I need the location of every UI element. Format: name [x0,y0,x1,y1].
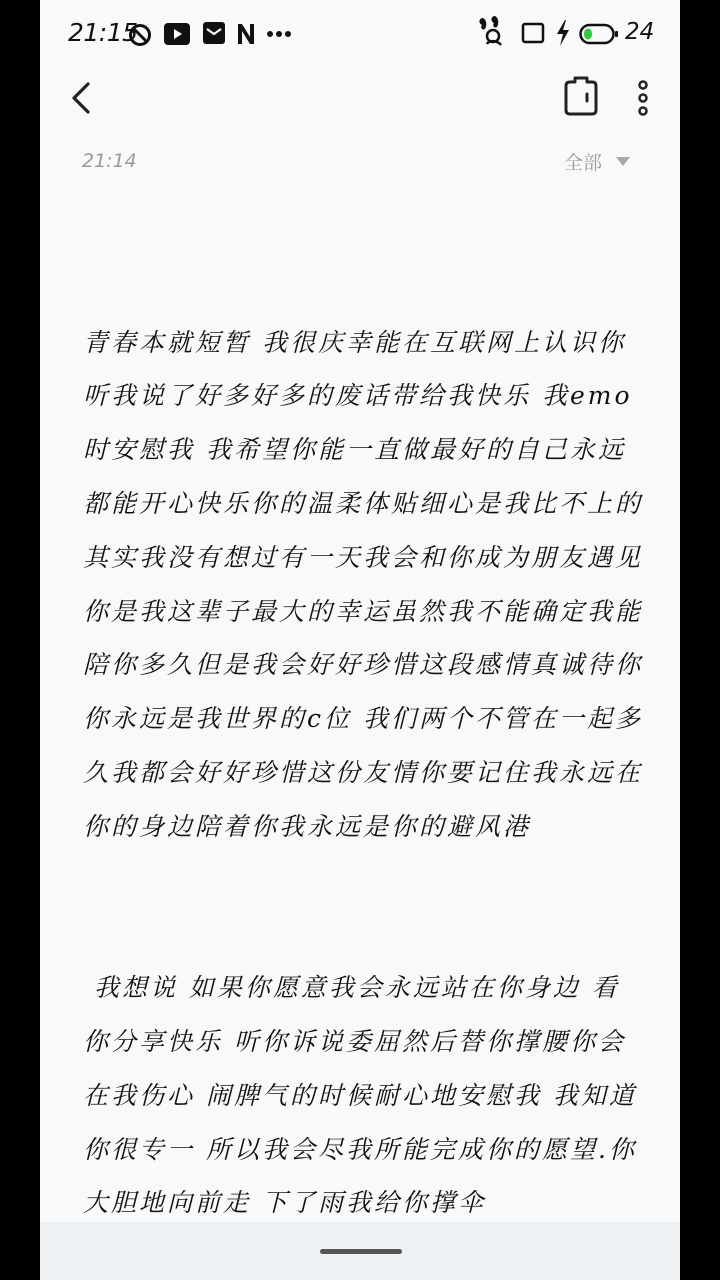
dnd-icon [128,23,152,47]
pet-icon [477,14,509,48]
status-time: 21:15 [68,18,138,47]
n-icon [236,22,256,46]
charging-icon [555,20,571,46]
back-button[interactable] [62,76,106,120]
note-timestamp: 21:14 [82,150,137,172]
vertical-dots-icon [628,76,658,120]
header [40,68,680,130]
note-paragraph: 青春本就短暂 我很庆幸能在互联网上认识你听我说了好多好多的废话带给我快乐 我emo时安慰我 我希望你能一直做最好的自己永远都能开心快乐你的温柔体贴细心是我比不上的其实我没有想过有一天我会和你成为朋友遇见你是我这辈子最大的幸运虽然我不能确定我能陪你多久但是我会好好珍惜这段感情真诚待你 你永远是我世界的c位 我们两个不管在一起多久我都会好好珍惜这份友情你要记住我永远在你的身边陪着你我永远是你的避风港 [83,327,654,841]
screen [40,0,680,1280]
youtube-icon [164,23,190,45]
screen-icon [521,22,545,44]
more-dots-icon [266,30,292,38]
home-indicator[interactable] [320,1249,402,1254]
note-content[interactable] [83,208,654,1280]
battery-level: 24 [625,19,655,45]
more-options-button[interactable] [628,76,658,120]
gesture-bar [40,1222,680,1280]
note-tag-icon [560,76,602,120]
folder-dropdown[interactable] [564,148,630,174]
status-bar [40,0,680,68]
note-tag-button[interactable] [560,76,602,120]
caret-down-icon [616,157,630,166]
battery-icon [579,23,619,45]
chevron-left-icon [62,76,106,120]
mail-icon [202,21,226,45]
note-paragraph: 我想说 如果你愿意我会永远站在你身边 看你分享快乐 听你诉说委屈然后替你撑腰你会在我伤心 闹脾气的时候耐心地安慰我 我知道你很专一 所以我会尽我所能完成你的愿望.你大胆地向前走 下了雨我给你撑伞 [83,973,637,1218]
folder-label: 全部 [564,151,603,174]
